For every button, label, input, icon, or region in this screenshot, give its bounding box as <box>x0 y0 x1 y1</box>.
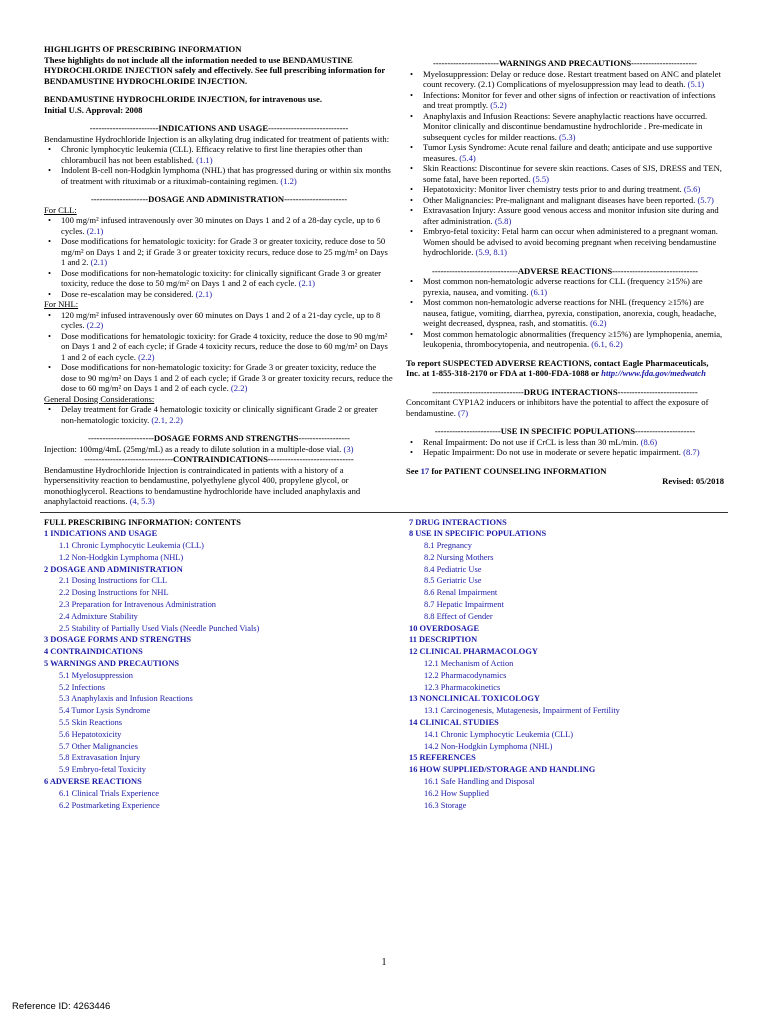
section-ref-link[interactable]: (2.2) <box>230 383 248 393</box>
toc-subsection-link[interactable]: 5.2 Infections <box>59 682 106 692</box>
list-item <box>61 215 394 236</box>
indications-intro: Bendamustine Hydrochloride Injection is an alkylating drug indicated for treatment of patients with: <box>44 133 390 144</box>
list-item-text: Most common non-hematologic adverse reactions for NHL (frequency ≥15%) are nausea, fatigue, vomiting, diarrhea, pyrexia, constipation, anorexia, cough, headache, weight decreased, dyspnea, rash, and stomatitis. <box>423 297 717 328</box>
toc-section-link[interactable]: 11 DESCRIPTION <box>409 635 478 645</box>
general-dosing-list <box>44 404 394 425</box>
list-item-text: Renal Impairment: Do not use if CrCL is less than 30 mL/min. <box>423 436 639 447</box>
highlights-columns <box>44 44 724 507</box>
list-item <box>61 310 394 331</box>
drug-interactions-text <box>406 397 724 418</box>
list-item-text: 120 mg/m² infused intravenously over 60 minutes on Days 1 and 2 of a 21-day cycle, up to 8 cycles. <box>61 309 381 330</box>
list-item <box>61 268 394 289</box>
toc-section-link[interactable]: 4 CONTRAINDICATIONS <box>44 647 143 657</box>
list-item <box>61 289 394 300</box>
toc-subsection-link[interactable]: 2.1 Dosing Instructions for CLL <box>59 576 168 586</box>
approval-date: Initial U.S. Approval: 2008 <box>44 104 143 115</box>
section-ref-link[interactable]: (2.1) <box>195 288 213 299</box>
warnings-list <box>406 69 724 258</box>
toc-subsection-link[interactable]: 8.1 Pregnancy <box>424 541 472 551</box>
list-item <box>61 331 394 363</box>
contraindications-ref-link[interactable]: (4, 5.3) <box>129 496 155 506</box>
list-item <box>423 329 724 350</box>
list-item <box>423 195 724 206</box>
list-item <box>423 447 724 458</box>
list-item <box>61 362 394 394</box>
section-ref-link[interactable]: (5.9, 8.1) <box>475 247 508 257</box>
section-ref-link[interactable]: (5.8) <box>494 215 512 226</box>
toc-subsection-link[interactable]: 6.2 Postmarketing Experience <box>59 800 160 810</box>
cll-label: For CLL: <box>44 204 77 215</box>
toc-section-link[interactable]: 3 DOSAGE FORMS AND STRENGTHS <box>44 635 192 645</box>
toc-right-list <box>409 517 724 812</box>
nhl-label: For NHL: <box>44 299 79 309</box>
section-ref-link[interactable]: (2.1) <box>90 257 108 267</box>
toc-section-link[interactable]: 5 WARNINGS AND PRECAUTIONS <box>44 659 180 669</box>
section-ref-link[interactable]: (6.2) <box>590 318 607 328</box>
toc-left-column <box>44 517 399 812</box>
indications-section <box>44 123 394 186</box>
list-item-text: Dose modifications for hematologic toxicity: for Grade 3 or greater toxicity, reduce dose to 50 mg/m² on Days 1 and 2; if Grade 3 or greater toxicity recurs, reduce dose to 25 mg/m² on Days 1 and 2. <box>61 236 388 267</box>
toc-subsection-link[interactable]: 5.4 Tumor Lysis Syndrome <box>59 706 151 716</box>
list-item-text: Infections: Monitor for fever and other signs of infection or reactivation of infections and treat promptly. <box>423 89 716 110</box>
toc-section-link[interactable]: 8 USE IN SPECIFIC POPULATIONS <box>409 529 547 539</box>
forms-section <box>44 433 394 454</box>
toc-subsection-link[interactable]: 8.4 Pediatric Use <box>424 564 482 574</box>
highlights-right-column <box>406 44 724 507</box>
indications-list <box>44 144 394 186</box>
toc-right-column <box>409 517 724 812</box>
section-ref-link[interactable]: (2.2) <box>86 320 104 330</box>
section-divider <box>40 512 728 513</box>
nhl-dosing-list <box>44 310 394 394</box>
reference-id: Reference ID: 4263446 <box>12 1001 111 1012</box>
highlights-intro: These highlights do not include all the information needed to use BENDAMUSTINE HYDROCHLORIDE INJECTION safely and effectively. See full prescribing information for BENDAMUSTINE HYDROCHLORIDE INJECTION. <box>44 54 386 86</box>
section-ref-link[interactable]: (5.3) <box>559 131 576 142</box>
toc-section-link[interactable]: 7 DRUG INTERACTIONS <box>409 517 507 527</box>
table-of-contents <box>44 517 724 812</box>
list-item-text: Hepatic Impairment: Do not use in moderate or severe hepatic impairment. <box>423 447 681 457</box>
toc-subsection-link[interactable]: 5.6 Hepatotoxicity <box>59 729 122 739</box>
list-item-text: Myelosuppression: Delay or reduce dose. Restart treatment based on ANC and platelet count recovery. (2.1) Complications of myelosuppression may lead to death. <box>423 68 721 89</box>
product-name: BENDAMUSTINE HYDROCHLORIDE INJECTION, for intravenous use. <box>44 94 322 104</box>
list-item-text: Dose re-escalation may be considered. <box>61 288 194 299</box>
toc-subsection-link[interactable]: 2.4 Admixture Stability <box>59 611 138 621</box>
list-item-text: Embryo-fetal toxicity: Fetal harm can occur when administered to a pregnant woman. Women should be advised to avoid becoming pregnant when receiving bendamustine hydrochloride. <box>423 226 718 257</box>
forms-text <box>44 444 394 455</box>
forms-text-body: Injection: 100mg/4mL (25mg/mL) as a ready to dilute solution in a multiple-dose vial. <box>44 443 342 454</box>
toc-subsection-link[interactable]: 5.3 Anaphylaxis and Infusion Reactions <box>59 694 193 704</box>
medwatch-link[interactable]: http://www.fda.gov/medwatch <box>601 368 706 378</box>
list-item <box>423 163 724 184</box>
toc-subsection-link[interactable]: 8.6 Renal Impairment <box>424 588 498 598</box>
toc-subsection-link[interactable]: 8.8 Effect of Gender <box>424 611 493 621</box>
toc-subsection-link[interactable]: 12.1 Mechanism of Action <box>424 659 514 669</box>
toc-section-link[interactable]: 2 DOSAGE AND ADMINISTRATION <box>44 564 183 574</box>
section-ref-link[interactable]: (5.7) <box>697 194 714 205</box>
list-item-text: Indolent B-cell non-Hodgkin lymphoma (NHL) that has progressed during or within six months of treatment with rituximab or a rituximab-containing regimen. <box>61 165 391 186</box>
prescribing-info-page <box>44 44 724 811</box>
list-item <box>61 404 394 425</box>
toc-section-link[interactable]: 1 INDICATIONS AND USAGE <box>44 529 158 539</box>
toc-subsection-link[interactable]: 12.3 Pharmacokinetics <box>424 682 501 692</box>
dosage-section <box>44 194 394 425</box>
toc-subsection-link[interactable]: 5.8 Extravasation Injury <box>59 753 141 763</box>
adverse-header: ------------------------------ADVERSE REACTIONS------------------------------ <box>431 265 699 276</box>
warnings-section <box>406 58 724 258</box>
drug-interactions-ref-link[interactable]: (7) <box>458 407 469 418</box>
toc-subsection-link[interactable]: 16.2 How Supplied <box>424 788 489 798</box>
section-ref-link[interactable]: (5.1) <box>687 79 705 89</box>
counseling-pre: See <box>406 465 419 476</box>
toc-section-link[interactable]: 10 OVERDOSAGE <box>409 623 480 633</box>
list-item-text: Tumor Lysis Syndrome: Acute renal failure and death; anticipate and use supportive measures. <box>423 142 713 163</box>
warnings-header: -----------------------WARNINGS AND PRECAUTIONS----------------------- <box>433 58 697 68</box>
section-ref-link[interactable]: (2.1) <box>86 225 104 236</box>
list-item <box>423 142 724 163</box>
drug-interactions-body: Concomitant CYP1A2 inducers or inhibitors have the potential to affect the exposure of bendamustine. <box>406 397 709 418</box>
toc-subsection-link[interactable]: 14.2 Non-Hodgkin Lymphoma (NHL) <box>424 741 553 751</box>
section-ref-link[interactable]: (6.1, 6.2) <box>591 339 623 349</box>
contraindications-header: -------------------------------CONTRAINDICATIONS------------------------------ <box>84 454 354 464</box>
toc-subsection-link[interactable]: 8.5 Geriatric Use <box>424 576 482 586</box>
contraindications-section <box>44 454 394 507</box>
revised-date: Revised: 05/2018 <box>662 476 724 486</box>
adverse-report-text: To report SUSPECTED ADVERSE REACTIONS, contact Eagle Pharmaceuticals, Inc. at 1-855-318-2170 or FDA at 1-800-FDA-1088 or <box>406 357 709 378</box>
list-item-text: 100 mg/m² infused intravenously over 30 minutes on Days 1 and 2 of a 28-day cycle, up to 6 cycles. <box>61 215 381 236</box>
populations-header: -----------------------USE IN SPECIFIC POPULATIONS--------------------- <box>434 426 696 436</box>
adverse-report <box>406 358 724 379</box>
list-item <box>423 90 724 111</box>
toc-section-link[interactable]: 15 REFERENCES <box>409 753 476 763</box>
section-ref-link[interactable]: (8.6) <box>640 436 658 447</box>
toc-subsection-link[interactable]: 2.5 Stability of Partially Used Vials (Needle Punched Vials) <box>59 623 260 633</box>
section-ref-link[interactable]: (1.1) <box>196 154 213 165</box>
toc-section-link[interactable]: 13 NONCLINICAL TOXICOLOGY <box>409 694 540 704</box>
list-item <box>423 297 724 329</box>
list-item-text: Most common non-hematologic adverse reactions for CLL (frequency ≥15%) are pyrexia, nausea, and vomiting. <box>423 276 703 297</box>
toc-left-list <box>44 528 399 811</box>
toc-subsection-link[interactable]: 16.1 Safe Handling and Disposal <box>424 777 535 787</box>
dosage-header: --------------------DOSAGE AND ADMINISTRATION---------------------- <box>90 194 348 204</box>
toc-subsection-link[interactable]: 5.9 Embryo-fetal Toxicity <box>59 765 146 775</box>
toc-subsection-link[interactable]: 5.5 Skin Reactions <box>59 718 123 728</box>
list-item-text: Delay treatment for Grade 4 hematologic toxicity or clinically significant Grade 2 or greater non-hematologic toxicity. <box>61 404 378 425</box>
highlights-title: HIGHLIGHTS OF PRESCRIBING INFORMATION <box>44 44 242 54</box>
toc-subsection-link[interactable]: 13.1 Carcinogenesis, Mutagenesis, Impairment of Fertility <box>424 706 620 716</box>
section-ref-link[interactable]: (5.6) <box>683 184 701 194</box>
section-ref-link[interactable]: (2.2) <box>138 351 155 362</box>
contraindications-body: Bendamustine Hydrochloride Injection is contraindicated in patients with a history of a hypersensitivity reaction to bendamustine, polyethylene glycol 400, propylene glycol, or monothioglycerol. Reactions to bendamustine hydrochloride have included anaphylaxis and anaphylactoid reactions. <box>44 464 361 506</box>
list-item <box>423 226 724 258</box>
section-ref-link[interactable]: (5.5) <box>532 173 549 184</box>
highlights-left-column <box>44 44 394 507</box>
drug-interactions-header: --------------------------------DRUG INTERACTIONS---------------------------- <box>432 386 698 397</box>
toc-subsection-link[interactable]: 2.3 Preparation for Intravenous Administration <box>59 600 216 610</box>
list-item-text: Dose modifications for non-hematologic toxicity: for Grade 3 or greater toxicity, reduce the dose to 90 mg/m² on Days 1 and 2 of each cycle; if Grade 3 or greater toxicity recurs, reduce the dose to 60 mg/m² on Days 1 and 2 of each cycle. <box>61 362 393 393</box>
list-item-text: Extravasation Injury: Assure good venous access and monitor infusion site during and after administration. <box>423 205 719 226</box>
section-ref-link[interactable]: (6.1) <box>530 286 548 297</box>
toc-subsection-link[interactable]: 14.1 Chronic Lymphocytic Leukemia (CLL) <box>424 729 574 739</box>
toc-subsection-link[interactable]: 1.2 Non-Hodgkin Lymphoma (NHL) <box>59 552 184 562</box>
forms-header: -----------------------DOSAGE FORMS AND STRENGTHS------------------ <box>88 433 350 443</box>
list-item-text: Hepatotoxicity: Monitor liver chemistry tests prior to and during treatment. <box>423 184 682 194</box>
list-item-text: Anaphylaxis and Infusion Reactions: Severe anaphylactic reactions have occurred. Monitor clinically and discontinue bendamustine hydrochloride . Pre-medicate in subsequent cycles for milder reactions. <box>423 110 708 142</box>
list-item-text: Chronic lymphocytic leukemia (CLL). Efficacy relative to first line therapies other than chlorambucil has not been established. <box>61 144 363 165</box>
general-dosing-label: General Dosing Considerations: <box>44 393 155 404</box>
toc-section-link[interactable]: 14 CLINICAL STUDIES <box>409 718 499 728</box>
cll-dosing-list <box>44 215 394 299</box>
counseling-section-link[interactable]: 17 <box>420 465 430 476</box>
list-item <box>423 184 724 195</box>
counseling-note <box>406 466 724 477</box>
section-ref-link[interactable]: (2.1, 2.2) <box>151 414 183 425</box>
section-ref-link[interactable]: (1.2) <box>280 175 297 186</box>
section-ref-link[interactable]: (2.1) <box>298 278 316 288</box>
list-item <box>423 437 724 448</box>
toc-section-link[interactable]: 16 HOW SUPPLIED/STORAGE AND HANDLING <box>409 765 596 775</box>
adverse-list <box>406 276 724 350</box>
toc-section-link[interactable]: 6 ADVERSE REACTIONS <box>44 777 142 787</box>
list-item <box>61 165 394 186</box>
toc-subsection-link[interactable]: 16.3 Storage <box>424 800 467 810</box>
toc-subsection-link[interactable]: 5.7 Other Malignancies <box>59 741 138 751</box>
list-item <box>423 276 724 297</box>
list-item-text: Most common hematologic abnormalities (frequency ≥15%) are lymphopenia, anemia, leukopenia, thrombocytopenia, and neutropenia. <box>423 328 723 349</box>
list-item-text: Other Malignancies: Pre-malignant and malignant diseases have been reported. <box>423 194 696 205</box>
toc-subsection-link[interactable]: 12.2 Pharmacodynamics <box>424 670 507 680</box>
toc-section-link[interactable]: 12 CLINICAL PHARMACOLOGY <box>409 647 538 657</box>
list-item-text: Dose modifications for non-hematologic toxicity: for clinically significant Grade 3 or greater toxicity, reduce the dose to 50 mg/m² on Days 1 and 2 of each cycle. <box>61 267 382 288</box>
toc-subsection-link[interactable]: 2.2 Dosing Instructions for NHL <box>59 588 169 598</box>
contraindications-text <box>44 465 394 507</box>
list-item-text: Skin Reactions: Discontinue for severe skin reactions. Cases of SJS, DRESS and TEN, some fatal, have been reported. <box>423 163 722 184</box>
toc-title: FULL PRESCRIBING INFORMATION: CONTENTS <box>44 517 241 527</box>
section-ref-link[interactable]: (5.2) <box>490 100 507 110</box>
list-item <box>423 111 724 143</box>
section-ref-link[interactable]: (5.4) <box>459 152 476 163</box>
toc-subsection-link[interactable]: 8.7 Hepatic Impairment <box>424 600 504 610</box>
toc-subsection-link[interactable]: 1.1 Chronic Lymphocytic Leukemia (CLL) <box>59 541 204 551</box>
section-ref-link[interactable]: (8.7) <box>683 447 700 457</box>
counseling-post: for PATIENT COUNSELING INFORMATION <box>431 465 607 476</box>
toc-subsection-link[interactable]: 8.2 Nursing Mothers <box>424 552 494 562</box>
populations-list <box>406 437 724 458</box>
list-item <box>423 205 724 226</box>
forms-ref-link[interactable]: (3) <box>343 443 354 454</box>
drug-interactions-section <box>406 387 724 419</box>
list-item-text: Dose modifications for hematologic toxicity: for Grade 4 toxicity, reduce the dose to 90 mg/m² on Days 1 and 2 of each cycle; if Grade 4 toxicity recurs, reduce the dose to 60 mg/m² on Days 1 and 2 of each cycle. <box>61 330 388 362</box>
populations-section <box>406 426 724 458</box>
list-item <box>61 144 394 165</box>
toc-subsection-link[interactable]: 6.1 Clinical Trials Experience <box>59 788 160 798</box>
indications-header: ------------------------INDICATIONS AND USAGE---------------------------- <box>89 123 349 133</box>
toc-subsection-link[interactable]: 5.1 Myelosuppression <box>59 670 133 680</box>
adverse-section <box>406 266 724 379</box>
list-item <box>61 236 394 268</box>
list-item <box>423 69 724 90</box>
page-number: 1 <box>381 957 387 968</box>
